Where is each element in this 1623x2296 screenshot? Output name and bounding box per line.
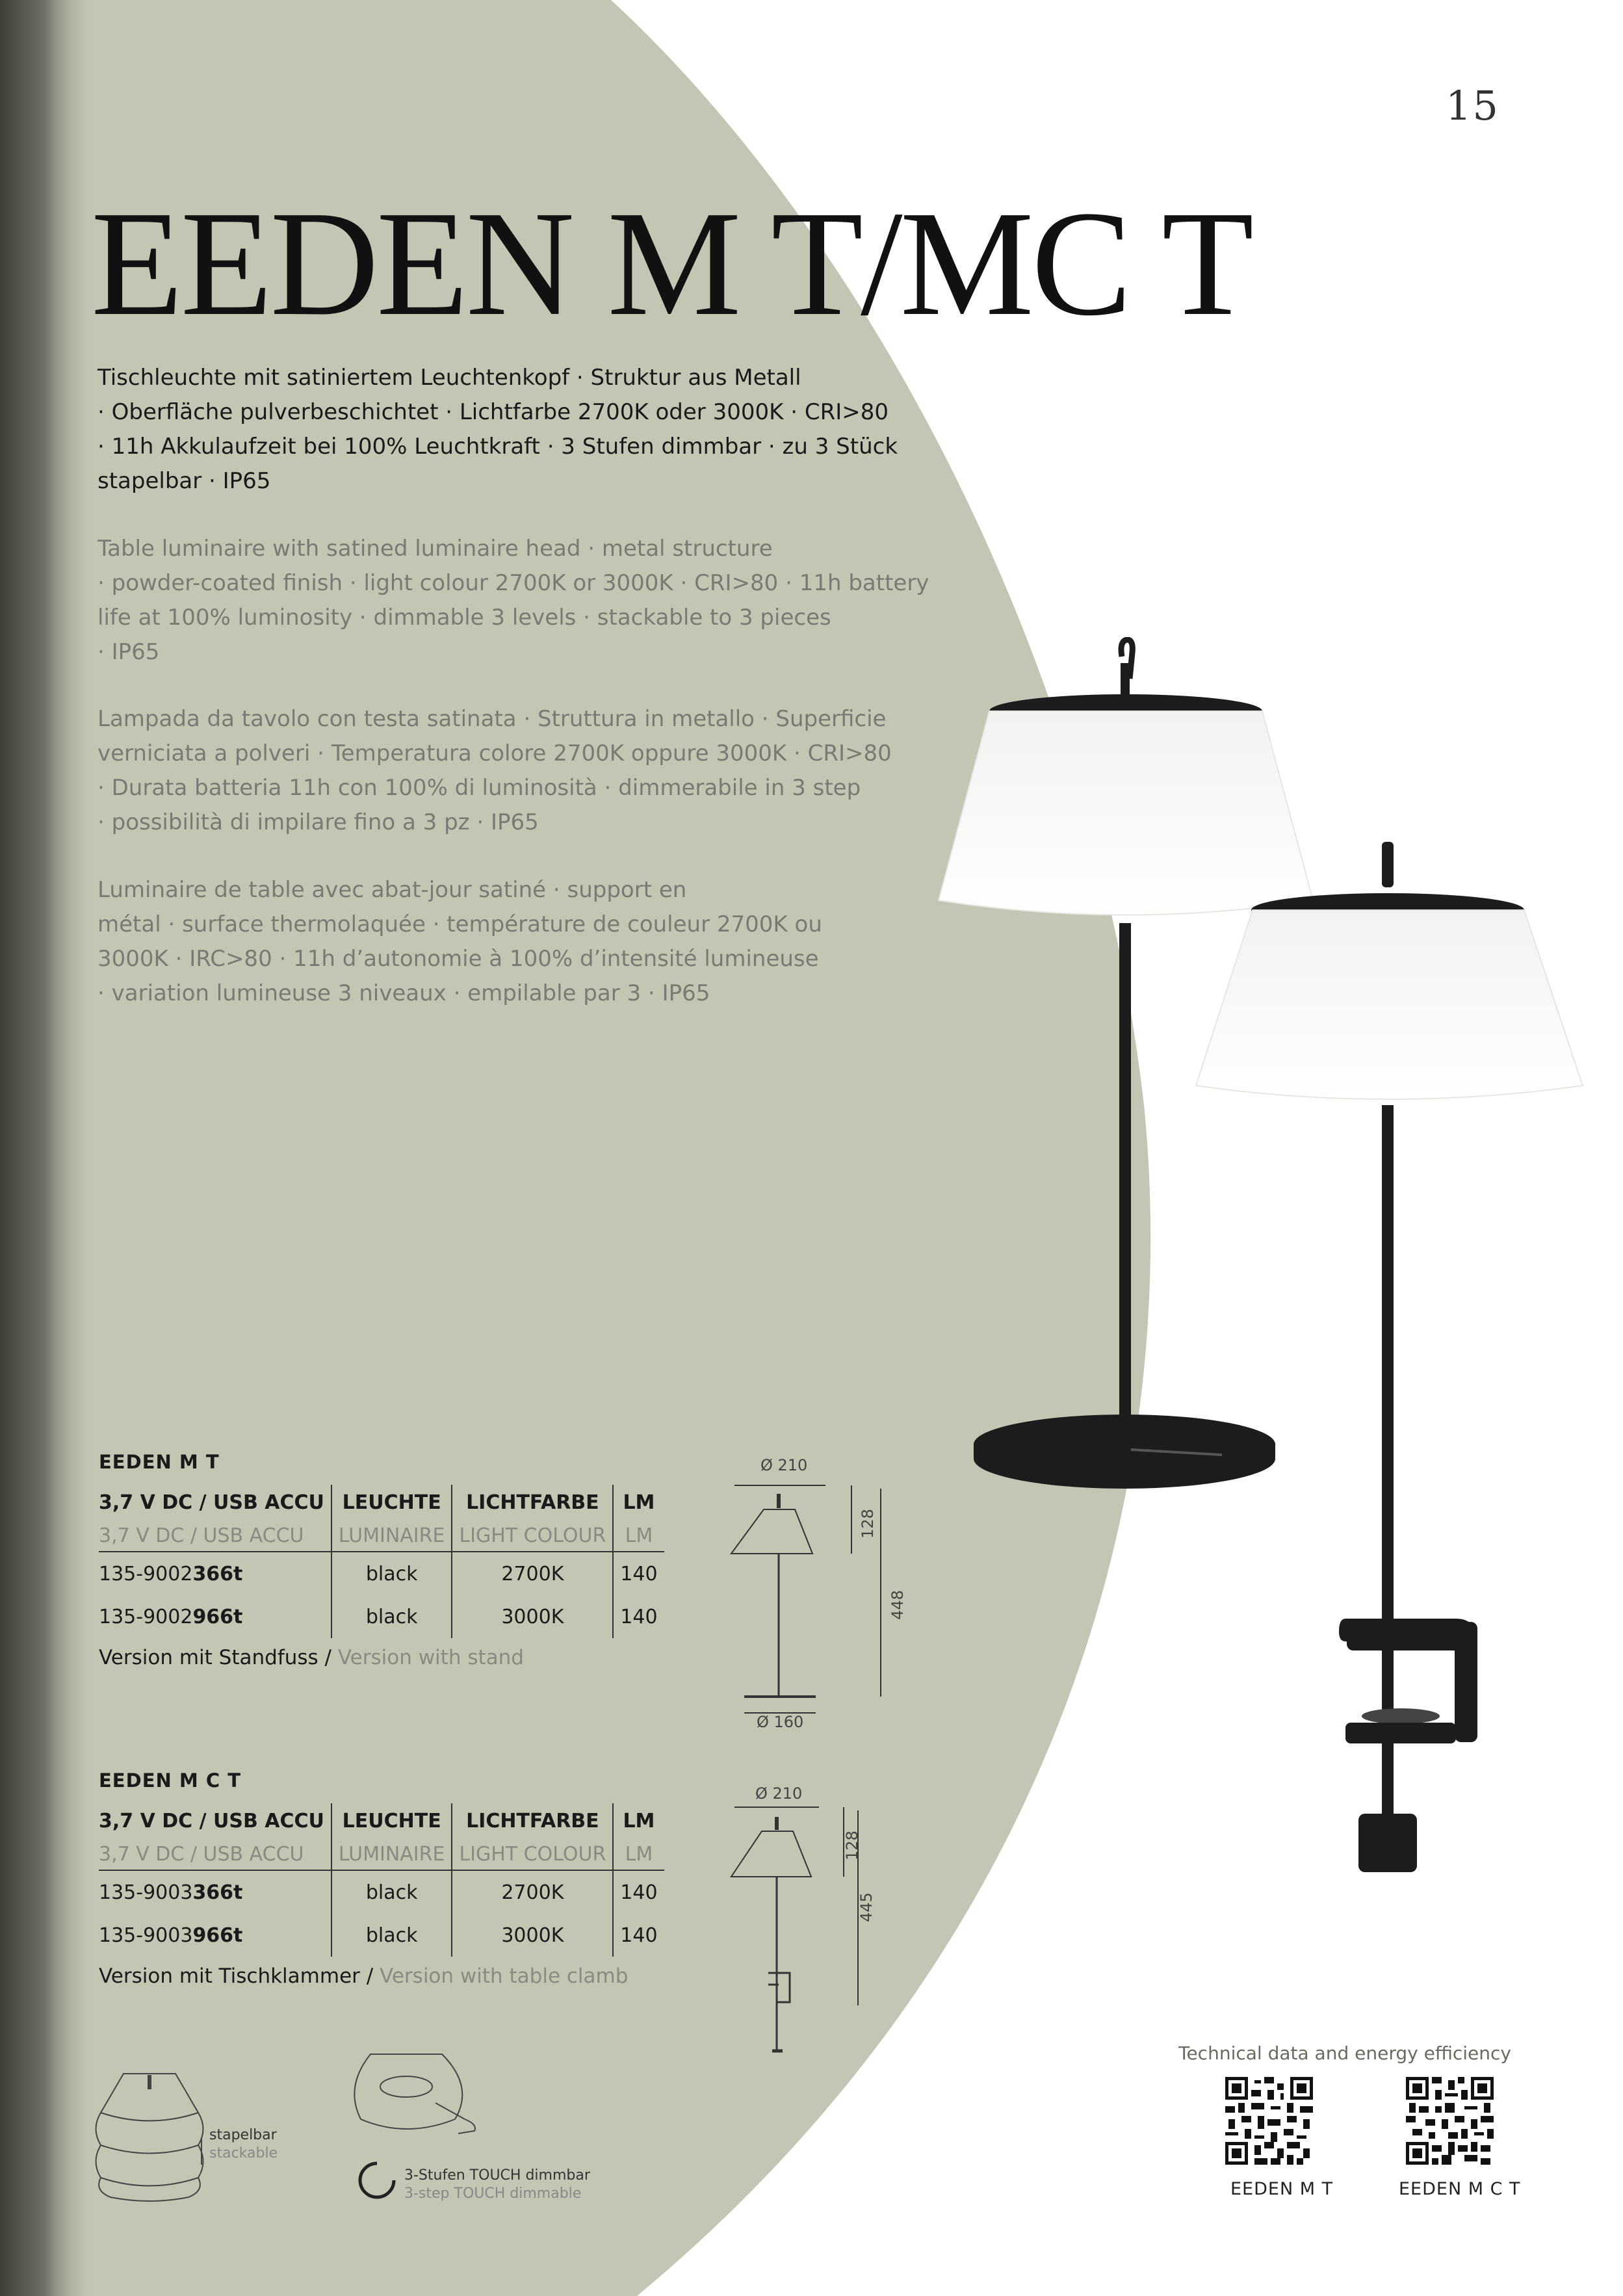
description-line: Tischleuchte mit satiniertem Leuchtenkopf · Struktur aus Metall	[97, 365, 801, 391]
description-fr	[97, 873, 877, 1011]
description-line: · Oberfläche pulverbeschichtet · Lichtfarbe 2700K oder 3000K · CRI>80	[97, 399, 889, 425]
left-edge-shadow	[0, 0, 97, 2296]
subheader-voltage: 3,7 V DC / USB ACCU	[99, 1520, 331, 1552]
article-code: 135-9003966t	[99, 1924, 243, 1947]
description-line: · Durata batteria 11h con 100% di luminosità · dimmerabile in 3 step	[97, 775, 861, 801]
cell-luminaire: black	[331, 1552, 452, 1595]
dim-diameter-top: Ø 210	[760, 1456, 808, 1474]
description-line: · powder-coated finish · light colour 2700K or 3000K · CRI>80 · 11h battery	[97, 570, 929, 596]
table-header-row	[99, 1485, 664, 1520]
description-line: verniciata a polveri · Temperatura colore 2700K oppure 3000K · CRI>80	[97, 740, 892, 766]
description-line: stapelbar · IP65	[97, 468, 271, 494]
product-photo	[910, 637, 1612, 1905]
subheader-luminaire: LUMINAIRE	[331, 1520, 452, 1552]
article-code: 135-9003366t	[99, 1881, 243, 1904]
cell-colour: 3000K	[452, 1595, 613, 1638]
description-line: métal · surface thermolaquée · température de couleur 2700K ou	[97, 911, 822, 937]
header-luminaire: LEUCHTE	[331, 1803, 452, 1838]
dim-height-shade: 128	[842, 1831, 861, 1860]
article-code: 135-9002966t	[99, 1605, 243, 1628]
cell-luminaire: black	[331, 1870, 452, 1914]
article-code: 135-9002366t	[99, 1562, 243, 1585]
cell-lm: 140	[613, 1914, 664, 1957]
header-colour: LICHTFARBE	[452, 1485, 613, 1520]
dim-height-total: 445	[857, 1892, 876, 1922]
qr-label-eeden-m-t: EEDEN M T	[1230, 2179, 1334, 2199]
table-subheader-row	[99, 1838, 664, 1870]
subheader-lm: LM	[613, 1838, 664, 1870]
header-voltage: 3,7 V DC / USB ACCU	[99, 1809, 324, 1833]
header-voltage: 3,7 V DC / USB ACCU	[99, 1491, 324, 1514]
subheader-lm: LM	[613, 1520, 664, 1552]
stackable-label-en: stackable	[209, 2145, 278, 2161]
variant-note: Version mit Standfuss / Version with stand	[99, 1646, 524, 1669]
description-en	[97, 532, 929, 670]
header-lm: LM	[613, 1485, 664, 1520]
qr-code-icon[interactable]	[1225, 2077, 1313, 2165]
page-number: 15	[1446, 82, 1500, 129]
table-row	[99, 1870, 664, 1914]
dim-height-total: 448	[888, 1590, 907, 1620]
table-header-row	[99, 1803, 664, 1838]
cell-luminaire: black	[331, 1914, 452, 1957]
cell-colour: 3000K	[452, 1914, 613, 1957]
dim-diameter-top: Ø 210	[755, 1784, 803, 1803]
description-line: · IP65	[97, 639, 160, 665]
description-line: 3000K · IRC>80 · 11h d’autonomie à 100% d’intensité lumineuse	[97, 946, 819, 972]
dim-diameter-base: Ø 160	[757, 1713, 804, 1731]
header-lm: LM	[613, 1803, 664, 1838]
stackable-icon	[84, 2067, 214, 2207]
subheader-luminaire: LUMINAIRE	[331, 1838, 452, 1870]
cell-lm: 140	[613, 1595, 664, 1638]
subheader-voltage: 3,7 V DC / USB ACCU	[99, 1838, 331, 1870]
subheader-colour: LIGHT COLOUR	[452, 1520, 613, 1552]
qr-code-icon[interactable]	[1406, 2077, 1494, 2165]
variant-note: Version mit Tischklammer / Version with table clamb	[99, 1964, 629, 1988]
spec-eeden-m-c-t	[99, 1769, 658, 1988]
dim-levels-icon	[356, 2159, 398, 2201]
description-de	[97, 361, 898, 499]
spec-title: EEDEN M T	[99, 1451, 220, 1473]
description-line: · possibilità di impilare fino a 3 pz · IP65	[97, 809, 539, 835]
spec-title: EEDEN M C T	[99, 1769, 241, 1792]
spec-eeden-m-t	[99, 1451, 658, 1669]
product-title: EEDEN M T/MC T	[91, 180, 1252, 347]
qr-caption: Technical data and energy efficiency	[1178, 2042, 1511, 2064]
touch-label-en: 3-step TOUCH dimmable	[404, 2185, 582, 2202]
subheader-colour: LIGHT COLOUR	[452, 1838, 613, 1870]
description-line: Table luminaire with satined luminaire head · metal structure	[97, 536, 773, 562]
cell-luminaire: black	[331, 1595, 452, 1638]
description-line: · 11h Akkulaufzeit bei 100% Leuchtkraft · 3 Stufen dimmbar · zu 3 Stück	[97, 434, 898, 460]
table-row	[99, 1552, 664, 1595]
description-line: Lampada da tavolo con testa satinata · Struttura in metallo · Superficie	[97, 706, 887, 732]
stackable-label: stapelbar	[209, 2127, 277, 2143]
table-row	[99, 1914, 664, 1957]
description-line: Luminaire de table avec abat-jour satiné · support en	[97, 877, 687, 903]
table-subheader-row	[99, 1520, 664, 1552]
spec-table	[99, 1803, 664, 1957]
lamp-with-table-clamp	[1196, 842, 1583, 1872]
touch-label: 3-Stufen TOUCH dimmbar	[404, 2167, 590, 2184]
dimension-drawing-stand	[715, 1450, 910, 1742]
cell-lm: 140	[613, 1870, 664, 1914]
cell-lm: 140	[613, 1552, 664, 1595]
header-colour: LICHTFARBE	[452, 1803, 613, 1838]
description-line: life at 100% luminosity · dimmable 3 levels · stackable to 3 pieces	[97, 605, 831, 631]
header-luminaire: LEUCHTE	[331, 1485, 452, 1520]
cell-colour: 2700K	[452, 1552, 613, 1595]
description-it	[97, 702, 892, 840]
touch-dimmable-icon	[344, 2048, 500, 2139]
description-line: · variation lumineuse 3 niveaux · empilable par 3 · IP65	[97, 980, 710, 1006]
dim-height-shade: 128	[858, 1509, 877, 1539]
cell-colour: 2700K	[452, 1870, 613, 1914]
table-row	[99, 1595, 664, 1638]
qr-label-eeden-m-c-t: EEDEN M C T	[1399, 2179, 1521, 2199]
spec-table	[99, 1485, 664, 1638]
